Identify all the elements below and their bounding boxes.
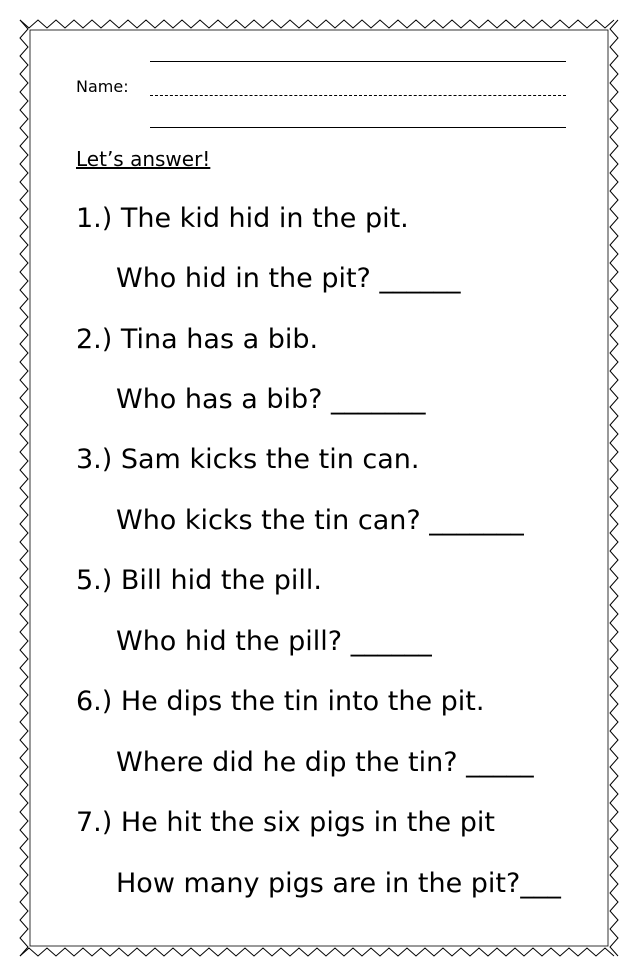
question-1: 1.) The kid hid in the pit. bbox=[76, 203, 409, 234]
question-6: 7.) He hit the six pigs in the pit bbox=[76, 807, 495, 838]
name-top-line bbox=[150, 61, 566, 62]
prompt-2: Who has a bib? _______ bbox=[116, 384, 426, 415]
prompt-1: Who hid in the pit? ______ bbox=[116, 263, 461, 294]
question-3: 3.) Sam kicks the tin can. bbox=[76, 444, 420, 475]
question-4: 5.) Bill hid the pill. bbox=[76, 565, 322, 596]
prompt-6: How many pigs are in the pit?___ bbox=[116, 868, 561, 899]
name-label: Name: bbox=[76, 77, 129, 96]
question-5: 6.) He dips the tin into the pit. bbox=[76, 686, 485, 717]
question-2: 2.) Tina has a bib. bbox=[76, 324, 319, 355]
prompt-5: Where did he dip the tin? _____ bbox=[116, 747, 534, 778]
section-heading: Let’s answer! bbox=[76, 147, 211, 171]
prompt-4: Who hid the pill? ______ bbox=[116, 626, 432, 657]
name-bottom-line bbox=[150, 127, 566, 128]
name-dashed-line bbox=[150, 95, 566, 96]
prompt-3: Who kicks the tin can? _______ bbox=[116, 505, 524, 536]
